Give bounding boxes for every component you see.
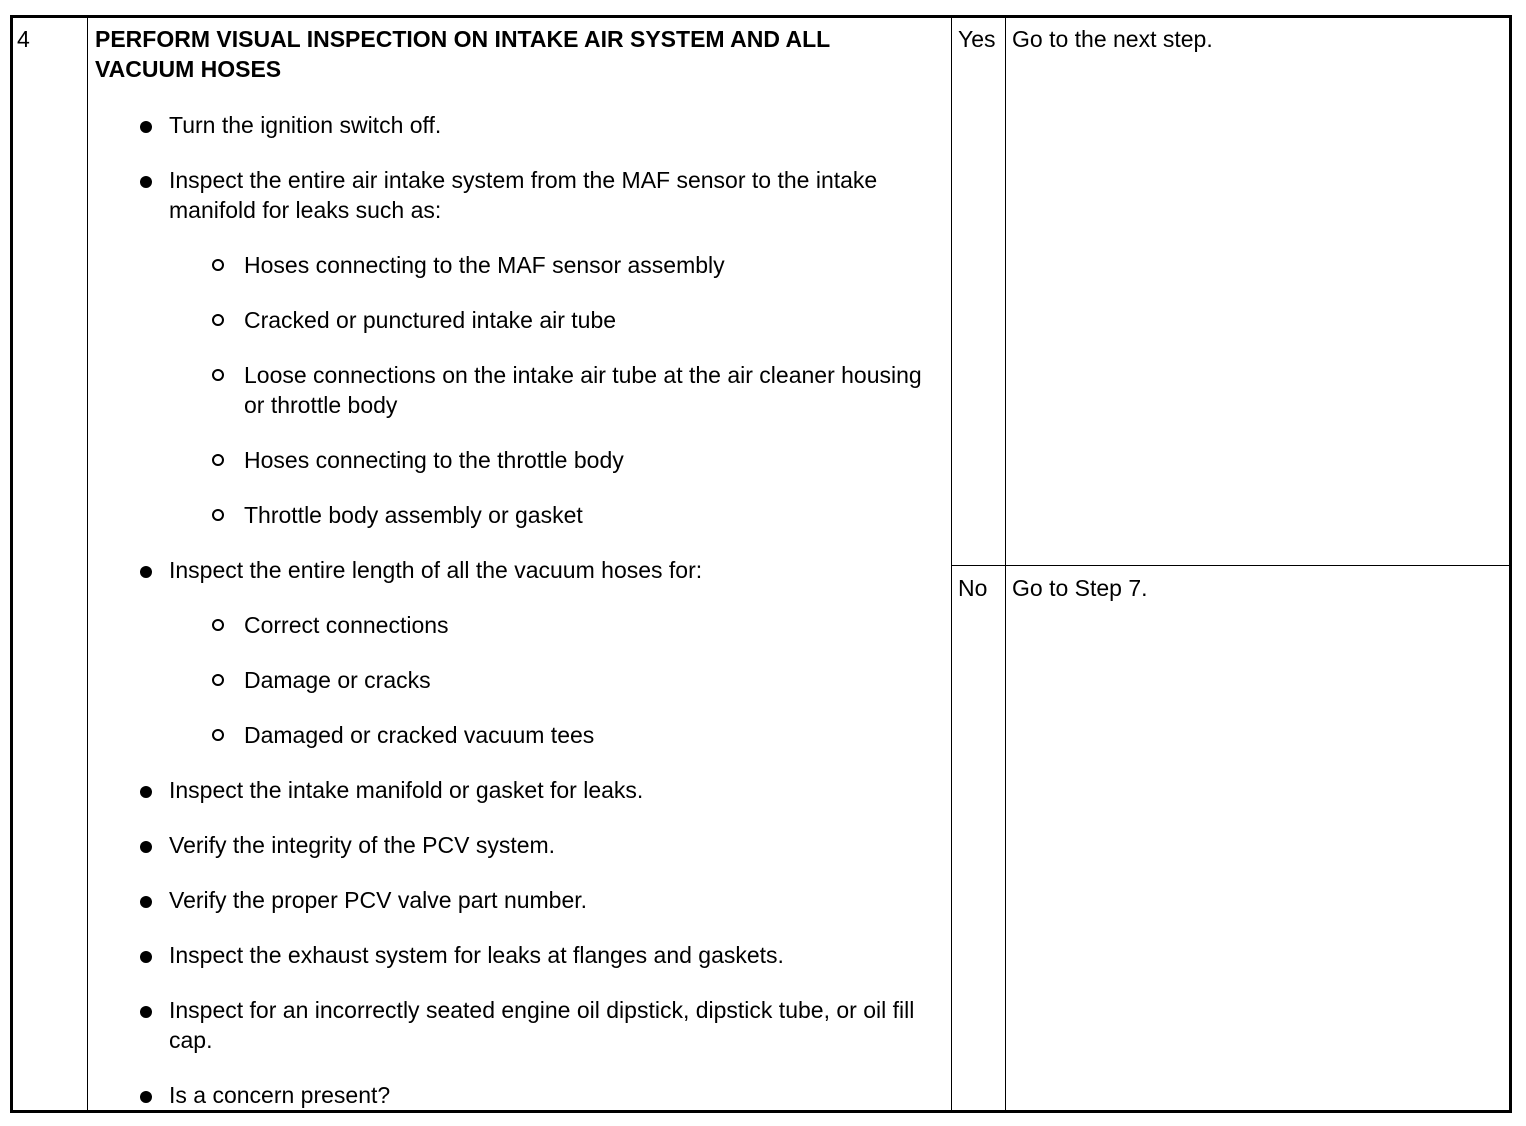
bullet-icon [140,176,152,188]
sub-bullet-icon [212,674,224,686]
result-answer-no: No [958,575,988,601]
list-item: Is a concern present? [169,1082,391,1108]
list-item: Inspect the exhaust system for leaks at flanges and gaskets. [169,942,784,968]
column-divider [87,18,88,1110]
list-item: Turn the ignition switch off. [169,112,442,138]
list-item: Damaged or cracked vacuum tees [244,722,595,748]
result-action-yes: Go to the next step. [1012,26,1213,52]
bullet-icon [140,841,152,853]
sub-bullet-icon [212,729,224,741]
step-heading: PERFORM VISUAL INSPECTION ON INTAKE AIR SYSTEM AND ALL VACUUM HOSES [95,26,830,82]
list-item: Damage or cracks [244,667,431,693]
list-item: Hoses connecting to the MAF sensor assembly [244,252,725,278]
list-item: Inspect the entire air intake system from the MAF sensor to the intake manifold for leaks such as: [169,167,878,223]
column-divider [951,18,952,1110]
list-item: Correct connections [244,612,449,638]
sub-bullet-icon [212,259,224,271]
list-item: Throttle body assembly or gasket [244,502,583,528]
list-item: Hoses connecting to the throttle body [244,447,624,473]
bullet-icon [140,951,152,963]
sub-bullet-icon [212,619,224,631]
step-number: 4 [17,26,30,52]
column-divider [1005,18,1006,1110]
list-item: Inspect for an incorrectly seated engine oil dipstick, dipstick tube, or oil fill cap. [169,997,915,1053]
sub-bullet-icon [212,314,224,326]
procedure-table [10,15,1512,1113]
sub-bullet-icon [212,369,224,381]
list-item: Loose connections on the intake air tube at the air cleaner housing or throttle body [244,362,922,418]
bullet-icon [140,786,152,798]
bullet-icon [140,1006,152,1018]
result-answer-yes: Yes [958,26,996,52]
list-item: Verify the integrity of the PCV system. [169,832,556,858]
result-action-no: Go to Step 7. [1012,575,1148,601]
bullet-icon [140,896,152,908]
list-item: Inspect the intake manifold or gasket for leaks. [169,777,644,803]
bullet-icon [140,121,152,133]
row-divider [951,565,1509,566]
bullet-icon [140,566,152,578]
list-item: Cracked or punctured intake air tube [244,307,617,333]
sub-bullet-icon [212,509,224,521]
list-item: Verify the proper PCV valve part number. [169,887,588,913]
sub-bullet-icon [212,454,224,466]
bullet-icon [140,1091,152,1103]
list-item: Inspect the entire length of all the vacuum hoses for: [169,557,703,583]
